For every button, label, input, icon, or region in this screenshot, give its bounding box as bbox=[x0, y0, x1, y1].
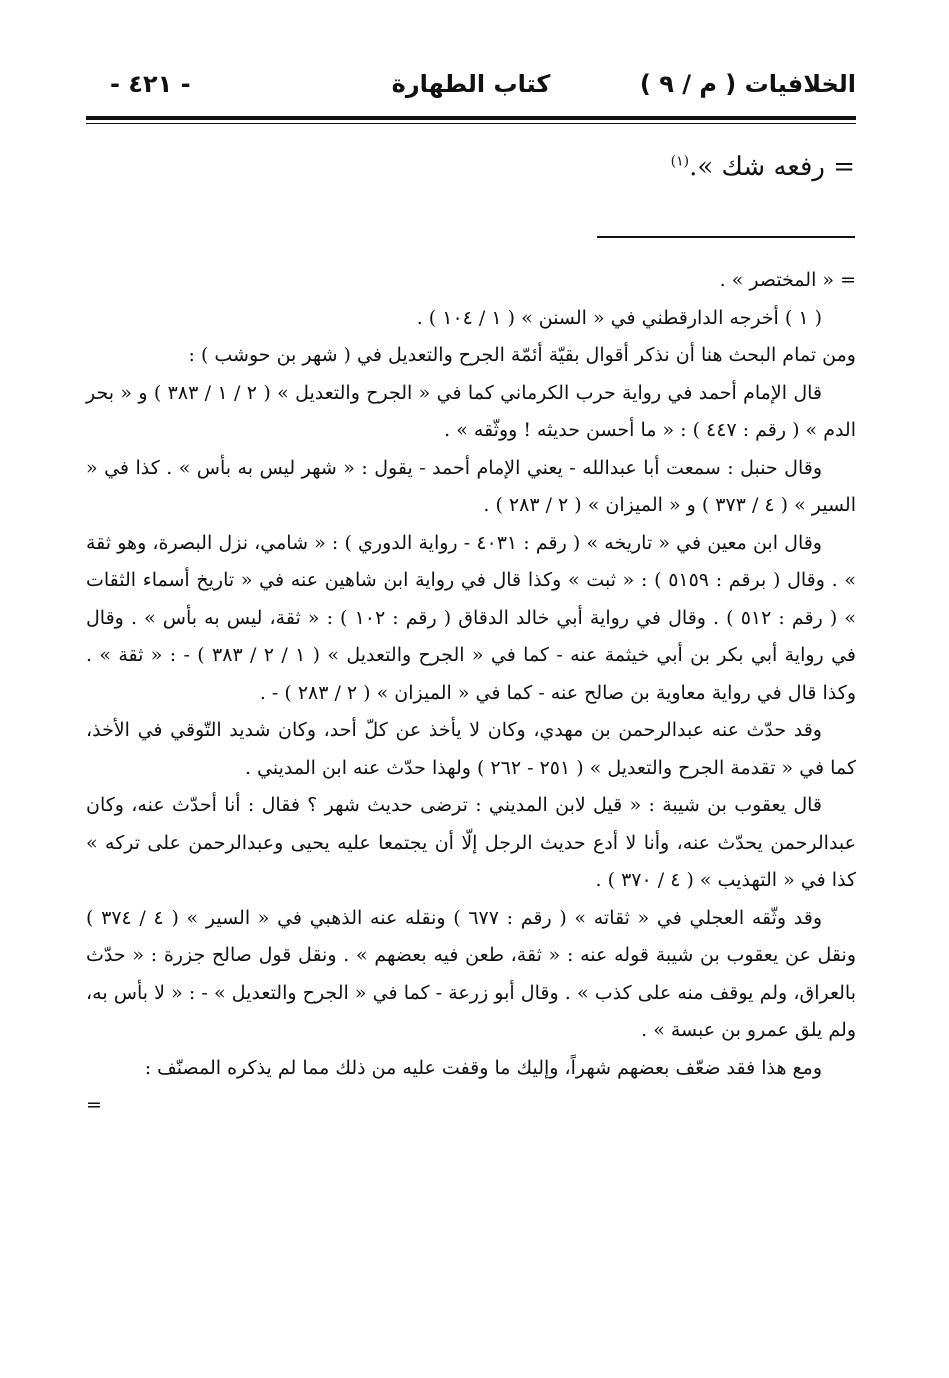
footnote-paragraph: ومع هذا فقد ضعّف بعضهم شهراً، وإليك ما وقفت عليه من ذلك مما لم يذكره المصنّف : bbox=[144, 1056, 822, 1079]
footnote-paragraph: وقال حنبل : سمعت أبا عبدالله - يعني الإمام أحمد - يقول : « شهر ليس به بأس » . كذا في « السير » ( ٤ / ٣٧٣ ) و « الميزان » ( ٢ / ٢٨٣ ) . bbox=[86, 456, 856, 516]
page-number: - ٤٢١ - bbox=[110, 70, 191, 98]
footnote-paragraph: = « المختصر » . bbox=[719, 269, 856, 291]
footnote-paragraph: وقد وثّقه العجلي في « ثقاته » ( رقم : ٦٧٧ ) ونقله عنه الذهبي في « السير » ( ٤ / ٣٧٤ ) ونقل عن يعقوب بن شيبة قوله عنه : « ثقة، طعن فيه بعضهم » . ونقل قول صالح جزرة : « حدّث بالعراق، ولم يوقف منه على كذب » . وقال أبو زرعة - كما في « الجرح والتعديل » - : « لا بأس به، ولم يلق عمرو بن عبسة » . bbox=[86, 906, 856, 1041]
main-text bbox=[671, 152, 855, 182]
continuation-mark: = bbox=[86, 1094, 102, 1116]
footnote-paragraph: ( ١ ) أخرجه الدارقطني في « السنن » ( ١ / ١٠٤ ) . bbox=[416, 306, 822, 329]
header-rule-thin bbox=[86, 123, 856, 124]
book-title: الخلافيات ( م / ٩ ) bbox=[639, 70, 856, 98]
chapter-title: كتاب الطهارة bbox=[391, 70, 551, 98]
header-rule-thick bbox=[86, 116, 856, 120]
footnote-paragraph: ومن تمام البحث هنا أن نذكر أقوال بقيّة أئمّة الجرح والتعديل في ( شهر بن حوشب ) : bbox=[188, 344, 856, 366]
running-header bbox=[86, 62, 856, 112]
footnote-paragraph: قال يعقوب بن شيبة : « قيل لابن المديني : ترضى حديث شهر ؟ فقال : أنا أحدّث عنه، وكان عبدالرحمن يحدّث عنه، وأنا لا أدع حديث الرجل إلّا أن يجتمعا عليه يحيى وعبدالرحمن على تركه » كذا في « التهذيب » ( ٤ / ٣٧٠ ) . bbox=[86, 794, 856, 891]
main-text-line: = رفعه شك ». bbox=[689, 152, 855, 182]
footnote-marker: (١) bbox=[670, 153, 690, 170]
footnotes-section bbox=[86, 262, 856, 1125]
footnote-paragraph: قال الإمام أحمد في رواية حرب الكرماني كما في « الجرح والتعديل » ( ٢ / ١ / ٣٨٣ ) و « بحر الدم » ( رقم : ٤٤٧ ) : « ما أحسن حديثه ! ووثّقه » . bbox=[86, 381, 856, 441]
footnote-paragraph: وقال ابن معين في « تاريخه » ( رقم : ٤٠٣١ - رواية الدوري ) : « شامي، نزل البصرة، وهو ثقة » . وقال ( برقم : ٥١٥٩ ) : « ثبت » وكذا قال في رواية ابن شاهين عنه في « تاريخ أسماء الثقات » ( رقم : ٥١٢ ) . وقال في رواية أبي خالد الدقاق ( رقم : ١٠٢ ) : « ثقة، ليس به بأس » . وقال في رواية أبي بكر بن أبي خيثمة عنه - كما في « الجرح والتعديل » ( ١ / ٢ / ٣٨٣ ) - : « ثقة » . وكذا قال في رواية معاوية بن صالح عنه - كما في « الميزان » ( ٢ / ٢٨٣ ) - . bbox=[86, 531, 857, 704]
footnote-separator bbox=[597, 236, 855, 238]
footnote-paragraph: وقد حدّث عنه عبدالرحمن بن مهدي، وكان لا يأخذ عن كلّ أحد، وكان شديد التّوقي في الأخذ، كما في « تقدمة الجرح والتعديل » ( ٢٥١ - ٢٦٢ ) ولهذا حدّث عنه ابن المديني . bbox=[86, 719, 856, 779]
